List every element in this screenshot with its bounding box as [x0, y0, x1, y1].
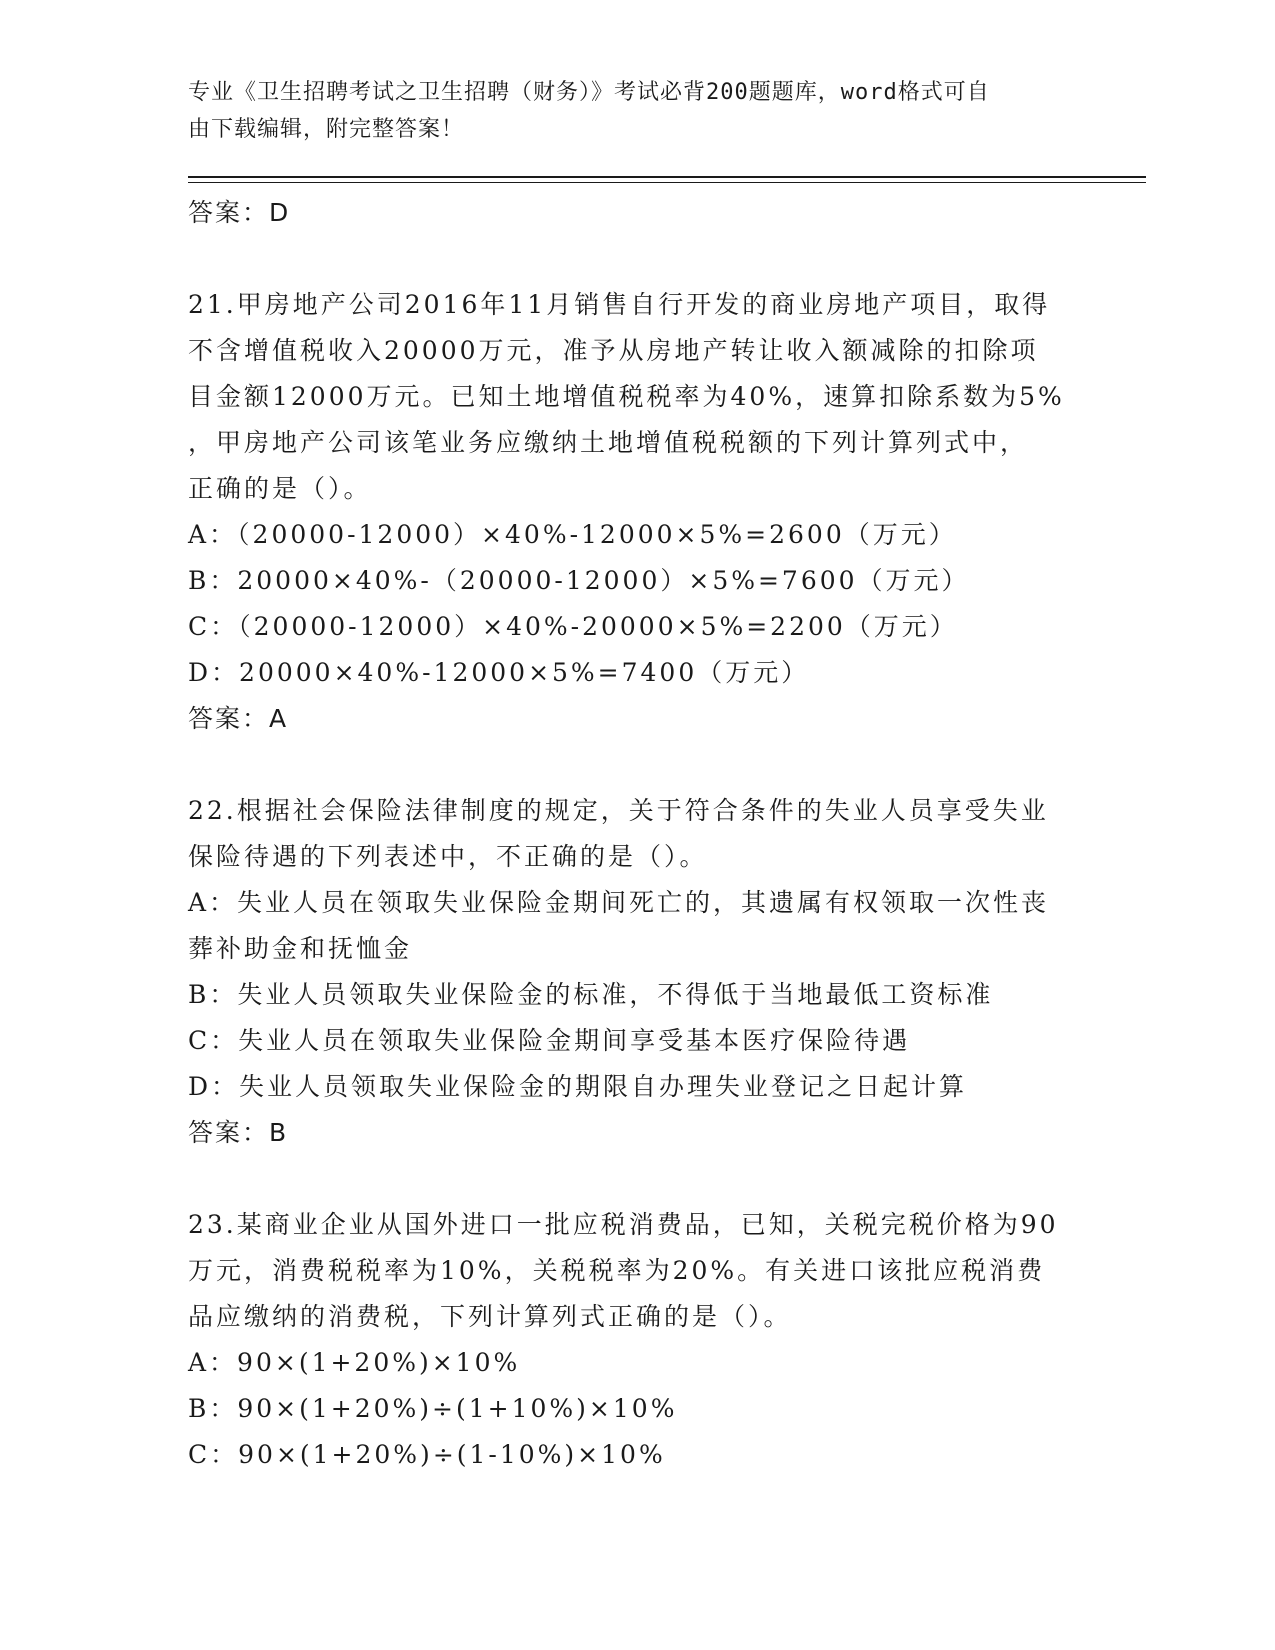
header-rule-thin: [188, 182, 1146, 183]
option-d: D：失业人员领取失业保险金的期限自办理失业登记之日起计算: [188, 1072, 968, 1101]
option-a-continued: 葬补助金和抚恤金: [188, 934, 413, 963]
question-21: [188, 282, 1088, 742]
document-body: [188, 190, 1088, 1478]
answer-22: 答案：B: [188, 1118, 289, 1147]
option-a: A：（20000-12000）×40%-12000×5%=2600（万元）: [188, 520, 957, 549]
option-b: B：失业人员领取失业保险金的标准，不得低于当地最低工资标准: [188, 980, 994, 1009]
question-stem-line: 品应缴纳的消费税，下列计算列式正确的是（）。: [188, 1302, 792, 1331]
page-header: [188, 74, 1068, 148]
answer-21: 答案：A: [188, 704, 289, 733]
question-22: [188, 788, 1088, 1156]
option-b: B：20000×40%-（20000-12000）×5%=7600（万元）: [188, 566, 970, 595]
option-a: A：失业人员在领取失业保险金期间死亡的，其遗属有权领取一次性丧: [188, 888, 1050, 917]
question-stem-line: 23.某商业企业从国外进口一批应税消费品，已知，关税完税价格为90: [188, 1210, 1059, 1239]
question-stem-line: 22.根据社会保险法律制度的规定，关于符合条件的失业人员享受失业: [188, 796, 1049, 825]
question-stem-line: 目金额12000万元。已知土地增值税税率为40%，速算扣除系数为5%: [188, 382, 1065, 411]
spacer: [188, 1156, 1088, 1202]
spacer: [188, 236, 1088, 282]
option-c: C：90×(1+20%)÷(1-10%)×10%: [188, 1440, 666, 1469]
option-b: B：90×(1+20%)÷(1+10%)×10%: [188, 1394, 678, 1423]
header-rule-thick: [188, 176, 1146, 178]
spacer: [188, 742, 1088, 788]
option-c: C：失业人员在领取失业保险金期间享受基本医疗保险待遇: [188, 1026, 911, 1055]
question-stem-line: ，甲房地产公司该笔业务应缴纳土地增值税税额的下列计算列式中，: [188, 428, 1029, 457]
question-23: [188, 1202, 1088, 1478]
question-stem-line: 正确的是（）。: [188, 474, 372, 503]
question-stem-line: 保险待遇的下列表述中，不正确的是（）。: [188, 842, 708, 871]
option-c: C：（20000-12000）×40%-20000×5%=2200（万元）: [188, 612, 958, 641]
question-stem-line: 万元，消费税税率为10%，关税税率为20%。有关进口该批应税消费: [188, 1256, 1046, 1285]
previous-answer: 答案：D: [188, 198, 291, 227]
option-d: D：20000×40%-12000×5%=7400（万元）: [188, 658, 810, 687]
question-stem-line: 不含增值税收入20000万元，准予从房地产转让收入额减除的扣除项: [188, 336, 1039, 365]
header-line-2: 由下载编辑，附完整答案！: [188, 117, 465, 142]
question-stem-line: 21.甲房地产公司2016年11月销售自行开发的商业房地产项目，取得: [188, 290, 1051, 319]
option-a: A：90×(1+20%)×10%: [188, 1348, 521, 1377]
header-line-1: 专业《卫生招聘考试之卫生招聘（财务）》考试必背200题题库，word格式可自: [188, 80, 990, 105]
